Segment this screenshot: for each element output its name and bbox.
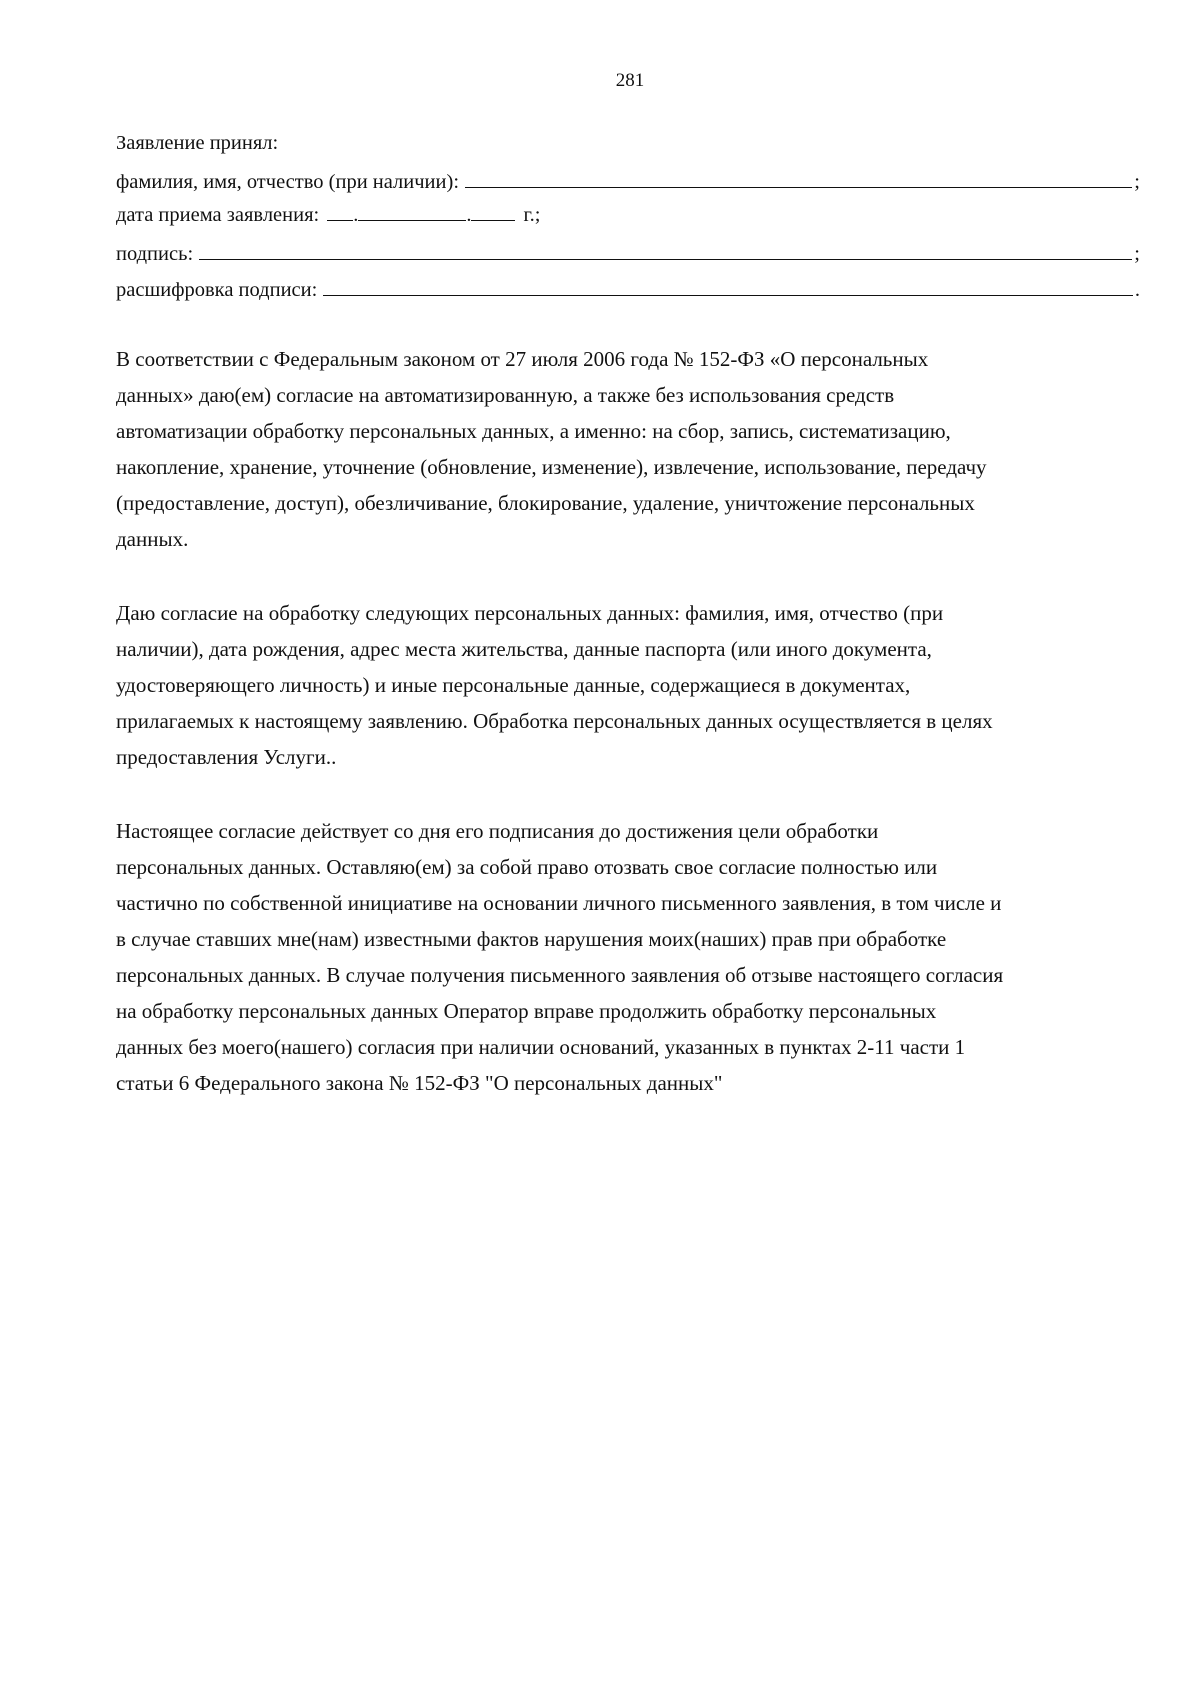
date-year-suffix: г.; [523,204,541,226]
full-name-field[interactable] [465,161,1132,188]
signature-row [116,233,1140,269]
date-label: дата приема заявления: [116,204,320,226]
full-name-end: ; [1134,171,1140,193]
page-number: 281 [615,70,645,91]
date-year-field[interactable] [471,198,515,221]
full-name-label: фамилия, имя, отчество (при наличии): [116,171,460,193]
consent-paragraph-legal-basis: В соответствии с Федеральным законом от 27 июля 2006 года № 152-ФЗ «О персональных данных» даю(ем) согласие на автоматизированную, а также без использования средств автоматизации обработку персональных данных, а именно: на сбор, запись, систематизацию, накопление, хранение, уточнение (обновление, изменение), извлечение, использование, передачу (предоставление, доступ), обезличивание, блокирование, удаление, уничтожение персональных данных. [116,347,987,551]
consent-paragraph-data-list: Даю согласие на обработку следующих персональных данных: фамилия, имя, отчество (при наличии), дата рождения, адрес места жительства, данные паспорта (или иного документа, удостоверяющего личность) и иные персональные данные, содержащиеся в документах, прилагаемых к настоящему заявлению. Обработка персональных данных осуществляется в целях предоставления Услуги.. [116,601,993,769]
acceptance-form [116,125,1140,305]
signature-decoding-end: . [1134,279,1140,301]
signature-decoding-label: расшифровка подписи: [116,279,318,301]
accepted-by-row [116,125,1140,161]
consent-paragraph-validity: Настоящее согласие действует со дня его подписания до достижения цели обработки персональных данных. Оставляю(ем) за собой право отозвать свое согласие полностью или частично по собственной инициативе на основании личного письменного заявления, в том числе и в случае ставших мне(нам) известными фактов нарушения моих(наших) прав при обработке персональных данных. В случае получения письменного заявления об отзыве настоящего согласия на обработку персональных данных Оператор вправе продолжить обработку персональных данных без моего(нашего) согласия при наличии оснований, указанных в пунктах 2-11 части 1 статьи 6 Федерального закона № 152-ФЗ "О персональных данных" [116,819,1004,1095]
date-day-field[interactable] [327,198,353,221]
full-name-row [116,161,1140,197]
date-month-field[interactable] [358,198,466,221]
date-separator-2: . [466,204,472,226]
date-separator-1: . [353,204,359,226]
signature-field[interactable] [199,233,1132,260]
signature-decoding-field[interactable] [323,269,1133,296]
signature-end: ; [1134,243,1140,265]
accepted-by-label: Заявление принял: [116,132,279,154]
signature-label: подпись: [116,243,194,265]
signature-decoding-row [116,269,1140,305]
date-row [116,197,1140,233]
